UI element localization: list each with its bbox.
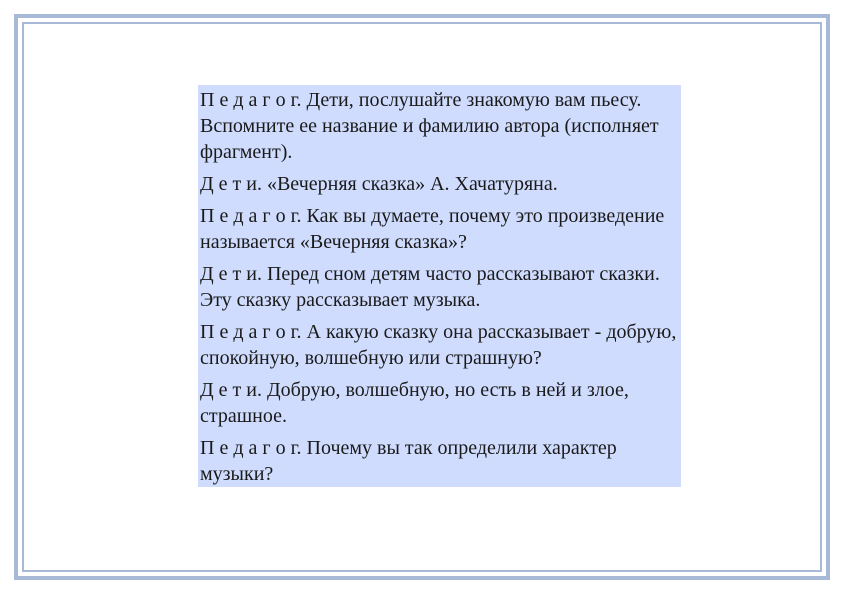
speaker-label: Д е т и.: [200, 173, 262, 195]
speaker-label: Д е т и.: [200, 263, 262, 285]
dialogue-paragraph: [200, 319, 677, 371]
speaker-label: П е д а г о г.: [200, 205, 302, 227]
dialogue-text-box: [198, 85, 681, 487]
dialogue-paragraph: [200, 203, 677, 255]
dialogue-text: Добрую, волшебную, но есть в ней и злое, страшное.: [200, 379, 629, 427]
dialogue-text: Почему вы так определили характер музыки?: [200, 437, 617, 485]
speaker-label: П е д а г о г.: [200, 437, 302, 459]
dialogue-text: Дети, послушайте знакомую вам пьесу. Вспомните ее название и фамилию автора (исполняет фрагмент).: [200, 89, 659, 163]
dialogue-paragraph: [200, 261, 677, 313]
speaker-label: П е д а г о г.: [200, 321, 302, 343]
dialogue-text: А какую сказку она рассказывает - добрую, спокойную, волшебную или страшную?: [200, 321, 677, 369]
speaker-label: Д е т и.: [200, 379, 262, 401]
dialogue-text: Перед сном детям часто рассказывают сказки. Эту сказку рассказывает музыка.: [200, 263, 660, 311]
dialogue-text: «Вечерняя сказка» А. Хачатуряна.: [266, 173, 558, 195]
speaker-label: П е д а г о г.: [200, 89, 302, 111]
dialogue-paragraph: [200, 377, 677, 429]
dialogue-text: Как вы думаете, почему это произведение называется «Вечерняя сказка»?: [200, 205, 665, 253]
dialogue-paragraph: [200, 435, 677, 487]
dialogue-paragraph: [200, 87, 677, 165]
dialogue-paragraph: [200, 171, 677, 197]
